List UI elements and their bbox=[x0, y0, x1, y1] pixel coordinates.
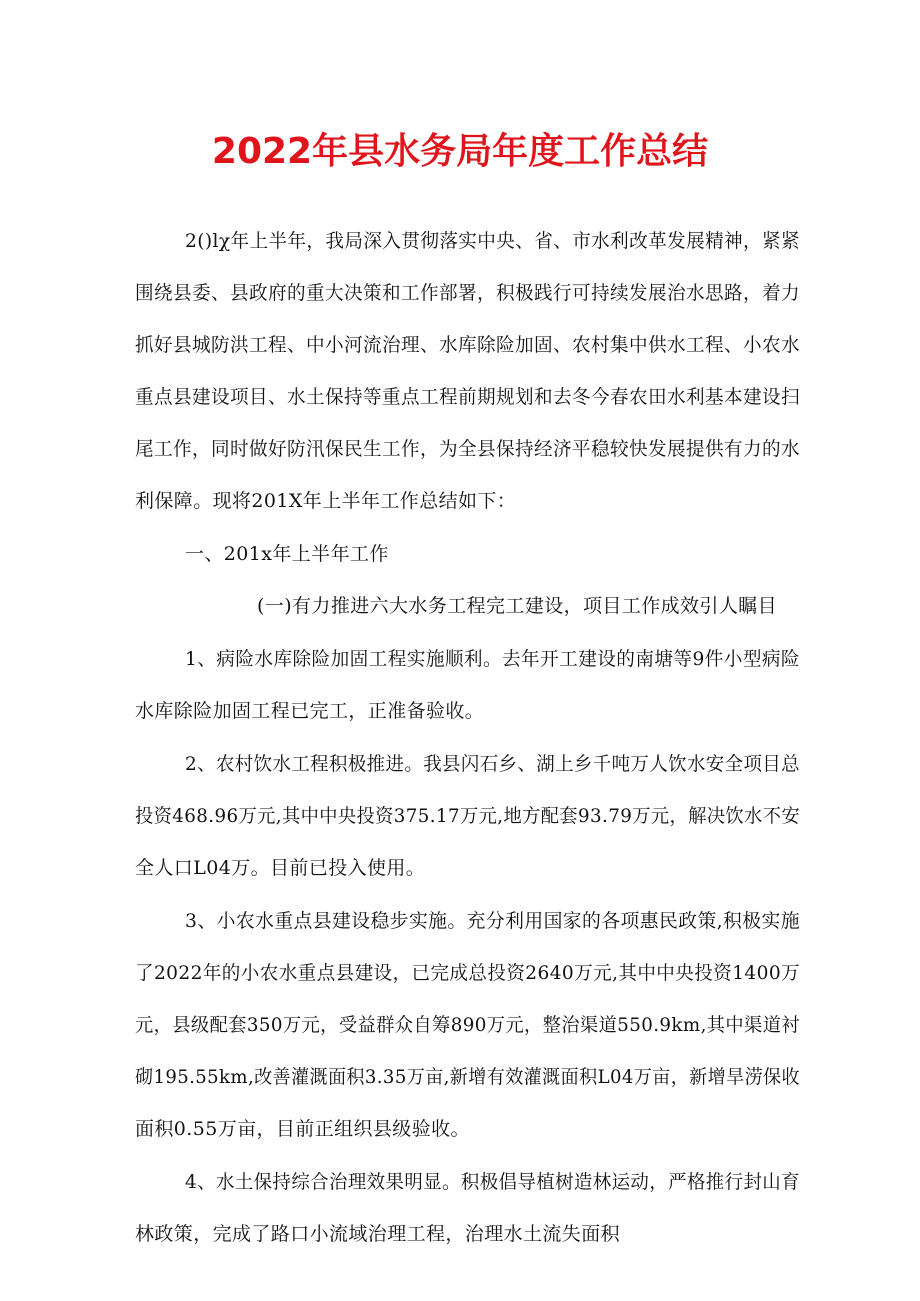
text-line: 投资468.96万元,其中中央投资375.17万元,地方配套93.79万元，解决饮水不安 bbox=[135, 805, 800, 827]
text-line: 利保障。现将201X年上半年工作总结如下： bbox=[135, 490, 517, 512]
text-line: 重点县建设项目、水土保持等重点工程前期规划和去冬今春农田水利基本建设扫 bbox=[135, 386, 801, 408]
text-line: 2、农村饮水工程积极推进。我县闪石乡、湖上乡千吨万人饮水安全项目总 bbox=[185, 753, 800, 775]
text-line: 2()lχ年上半年，我局深入贯彻落实中央、省、市水利改革发展精神，紧紧 bbox=[185, 230, 801, 252]
document-title: 2022年县水务局年度工作总结 bbox=[211, 131, 709, 172]
text-line: 林政策，完成了路口小流域治理工程，治理水土流失面积 bbox=[135, 1223, 621, 1245]
section-heading: 一、201x年上半年工作 bbox=[185, 543, 389, 565]
text-line: 元，县级配套350万元，受益群众自筹890万元，整治渠道550.9km,其中渠道衬 bbox=[135, 1014, 800, 1036]
document-body bbox=[135, 0, 801, 1301]
text-line: 4、水土保持综合治理效果明显。积极倡导植树造林运动，严格推行封山育 bbox=[185, 1171, 800, 1193]
text-line: 围绕县委、县政府的重大决策和工作部署，积极践行可持续发展治水思路，着力 bbox=[135, 282, 801, 304]
text-line: 1、病险水库除险加固工程实施顺利。去年开工建设的南塘等9件小型病险 bbox=[185, 648, 800, 670]
text-line: 了2022年的小农水重点县建设，已完成总投资2640万元,其中中央投资1400万 bbox=[135, 962, 801, 984]
text-line: 尾工作，同时做好防汛保民生工作，为全县保持经济平稳较快发展提供有力的水 bbox=[135, 438, 801, 460]
text-line: 3、小农水重点县建设稳步实施。充分利用国家的各项惠民政策,积极实施 bbox=[185, 910, 801, 932]
text-line: 全人口L04万。目前已投入使用。 bbox=[135, 857, 426, 879]
text-line: 砌195.55km,改善灌溉面积3.35万亩,新增有效灌溉面积L04万亩，新增旱涝保收 bbox=[135, 1066, 801, 1088]
text-line: 面积0.55万亩，目前正组织县级验收。 bbox=[135, 1118, 470, 1140]
text-line: 水库除险加固工程已完工，正准备验收。 bbox=[135, 700, 485, 722]
text-line: 抓好县城防洪工程、中小河流治理、水库除险加固、农村集中供水工程、小农水 bbox=[135, 334, 801, 356]
subsection-heading: (一)有力推进六大水务工程完工建设，项目工作成效引人瞩目 bbox=[257, 595, 778, 617]
